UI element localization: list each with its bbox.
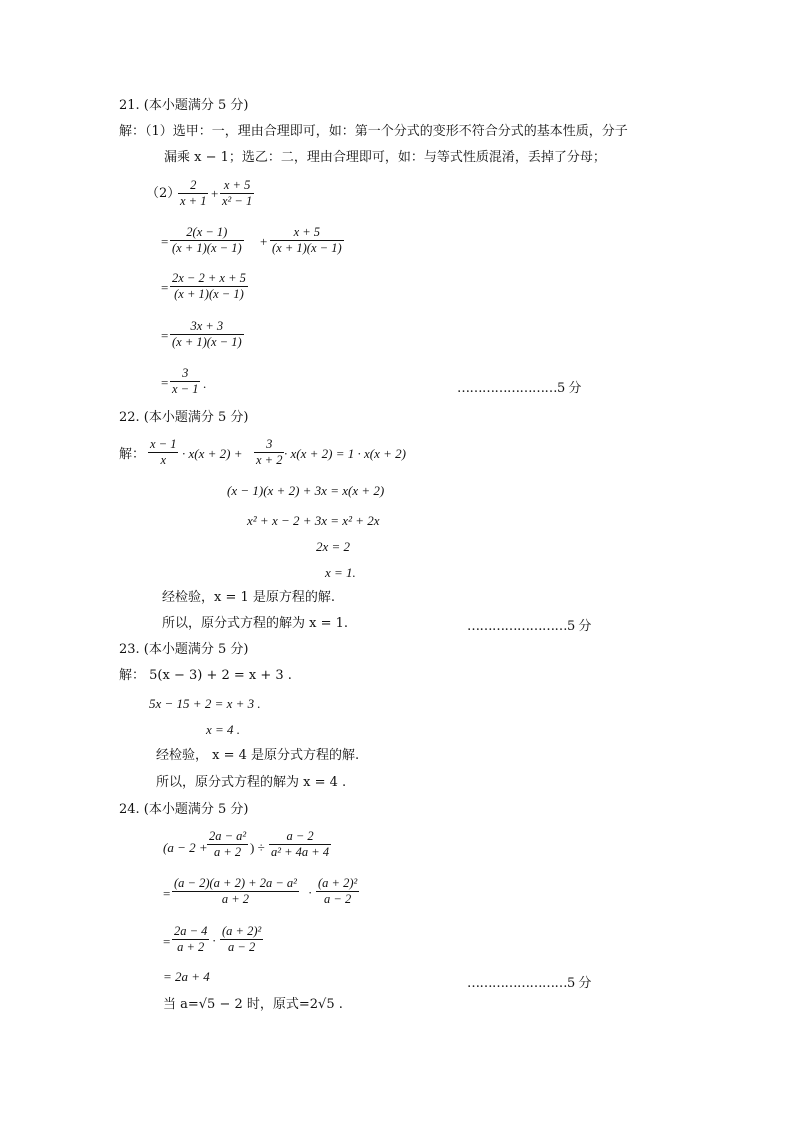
p21-step2-frac [170,271,248,302]
p24-line3-frac-b-den: a − 2 [228,940,256,954]
p24-line1-frac-a [207,829,248,860]
p22-line1-mid: · x(x + 2) + [182,446,243,461]
p24-line3-frac-a [172,924,209,955]
p24-line2-frac-b-den: a − 2 [324,892,352,906]
p24-eq-2: = [163,934,171,949]
p22-frac-b-num: 3 [254,437,284,453]
p21-part2-label: （2） [146,186,181,201]
p23-conclusion: 所以，原分式方程的解为 x = 4 . [156,775,347,790]
p23-check: 经检验， x = 4 是原分式方程的解. [156,748,360,763]
p22-sol-label: 解： [119,447,146,462]
p22-line4: 2x = 2 [316,539,351,554]
p24-line3-frac-b [220,924,263,955]
p24-line4: = 2a + 4 [163,969,210,984]
p24-line2-frac-a [172,876,299,907]
p21-frac-1-den: x + 1 [180,194,207,208]
p21-plus-1: + [211,186,219,201]
p21-step3-den: (x + 1)(x − 1) [172,335,242,349]
p24-score: ……………………5 分 [467,976,591,991]
p24-line3-frac-b-num: (a + 2)² [222,924,262,938]
p24-eq-1: = [163,886,171,901]
p24-line1-frac-b [269,829,331,860]
p21-step1-frac-a [170,225,244,256]
p24-line1-frac-b-num: a − 2 [269,829,331,845]
p22-heading: 22. (本小题满分 5 分) [119,410,249,425]
p21-step1-frac-a-num: 2(x − 1) [170,225,244,241]
p23-heading: 23. (本小题满分 5 分) [119,642,249,657]
p24-line2-frac-a-num: (a − 2)(a + 2) + 2a − a² [174,876,297,890]
p24-line2-dot: · [308,885,313,900]
p21-score: ……………………5 分 [457,381,581,396]
p21-step2-den: (x + 1)(x − 1) [174,287,244,301]
p21-frac-2-den: x² − 1 [222,194,253,208]
p22-frac-b [254,437,284,468]
p23-line1: 解： 5(x − 3) + 2 = x + 3 . [119,668,292,683]
p21-line1: 解：（1）选甲：一，理由合理即可，如：第一个分式的变形不符合分式的基本性质，分子 [119,124,628,139]
p21-eq-2: = [161,280,169,295]
p23-line3: x = 4 . [206,722,241,737]
p21-step1-frac-b-den: (x + 1)(x − 1) [272,241,342,255]
p22-frac-a-den: x [160,453,167,467]
p24-line1-open: (a − 2 + [163,840,208,855]
p24-line1-divide: ) ÷ [250,840,265,855]
p21-step1-frac-a-den: (x + 1)(x − 1) [172,241,242,255]
p21-step3-num: 3x + 3 [170,319,244,335]
p22-score: ……………………5 分 [467,619,591,634]
p24-line2-frac-b [316,876,359,907]
p21-step3-frac [170,319,244,350]
p21-eq-1: = [161,234,169,249]
p22-conclusion: 所以，原分式方程的解为 x = 1. [162,616,349,631]
p22-frac-b-den: x + 2 [256,453,283,467]
p22-line1-end: · x(x + 2) = 1 · x(x + 2) [284,446,406,461]
p24-line2-frac-b-num: (a + 2)² [318,876,358,890]
p21-frac-2-num: x + 5 [220,178,254,194]
p21-step1-frac-b-num: x + 5 [270,225,344,241]
p24-heading: 24. (本小题满分 5 分) [119,802,249,817]
p21-line2: 漏乘 x − 1；选乙：二，理由合理即可，如：与等式性质混淆，丢掉了分母； [164,150,606,165]
p24-line2-frac-a-den: a + 2 [221,892,250,906]
p21-frac-1 [178,178,208,209]
p24-line3-dot: · [212,933,217,948]
p22-line3: x² + x − 2 + 3x = x² + 2x [247,513,380,528]
p24-line1-frac-a-den: a + 2 [214,845,242,859]
p21-step4-den: x − 1 [172,382,199,396]
p21-plus-2: + [260,234,268,249]
p22-check: 经检验，x = 1 是原方程的解. [162,590,336,605]
p21-frac-2 [220,178,254,209]
p21-period: . [203,376,207,391]
p22-frac-a-num: x − 1 [150,437,177,451]
p22-frac-a [148,437,178,468]
p22-line2: (x − 1)(x + 2) + 3x = x(x + 2) [227,483,385,498]
p21-step4-num: 3 [170,366,200,382]
p23-line2: 5x − 15 + 2 = x + 3 . [149,696,261,711]
p24-line1-frac-a-num: 2a − a² [209,829,247,843]
p21-eq-3: = [161,328,169,343]
p21-step1-frac-b [270,225,344,256]
p21-step4-frac [170,366,200,397]
p21-eq-4: = [161,375,169,390]
p21-heading: 21. (本小题满分 5 分) [119,98,249,113]
p24-line5: 当 a=√5 − 2 时，原式=2√5 . [163,997,343,1012]
p24-line3-frac-a-den: a + 2 [177,940,205,954]
p24-line1-frac-b-den: a² + 4a + 4 [271,845,330,859]
p21-step2-num: 2x − 2 + x + 5 [172,271,246,285]
p21-frac-1-num: 2 [178,178,208,194]
p24-line3-frac-a-num: 2a − 4 [174,924,208,938]
p22-line5: x = 1. [325,565,356,580]
